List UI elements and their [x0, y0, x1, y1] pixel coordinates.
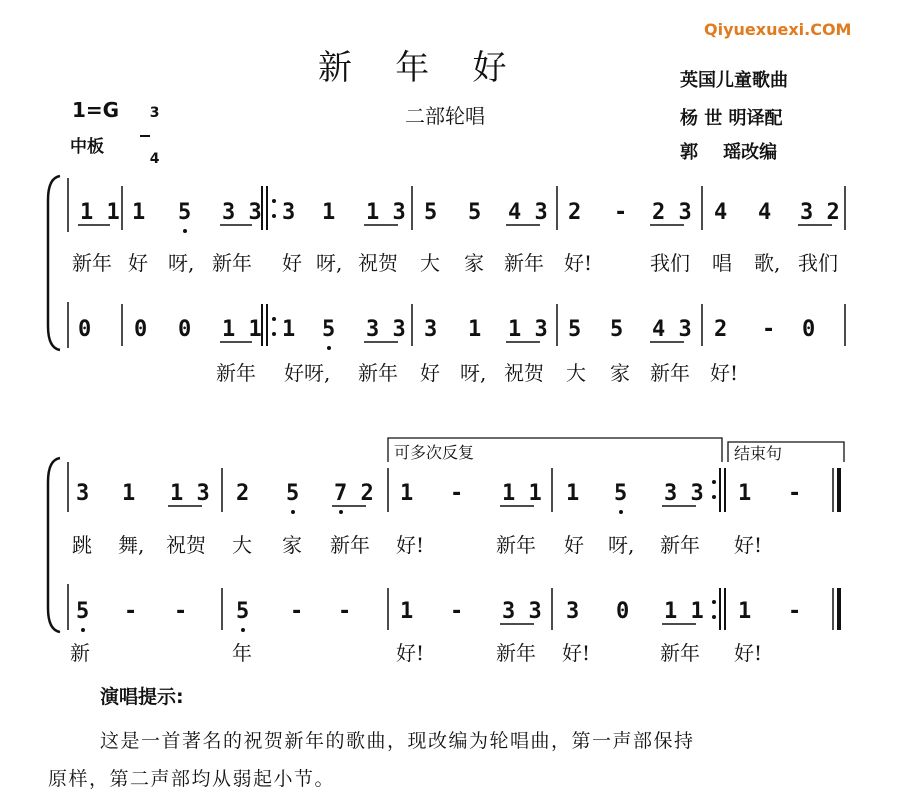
s1-v2-note: 3 [424, 317, 438, 342]
s1-v1-lyric: 新年 [72, 251, 112, 275]
s2-v2-note: - [338, 599, 352, 624]
s1-v1-note: 2 [568, 200, 582, 225]
s1-v2-note: 5 [610, 317, 624, 342]
s2-v2-note: - [174, 599, 188, 624]
system-1-repeat-dots [272, 199, 276, 336]
s1-v2-note: 4 3 [652, 317, 692, 342]
s1-v1-note: 4 3 [508, 200, 548, 225]
s2-v1-note: 1 3 [170, 481, 210, 506]
s2-v1-lyric: 好 [564, 533, 584, 557]
key-signature: 1=G [72, 98, 120, 122]
s2-v1-lyric: 跳 [72, 533, 92, 557]
s2-v1-lyric: 舞, [118, 533, 145, 557]
s2-v2-note: 5 [76, 599, 90, 624]
song-title: 新 年 好 [318, 48, 507, 88]
s2-v1-note: 1 [122, 481, 136, 506]
s2-v2-note: 3 [566, 599, 580, 624]
tips-body: 这是一首著名的祝贺新年的歌曲，现改编为轮唱曲，第一声部保持 [100, 730, 695, 752]
s1-v2-note: 1 [282, 317, 296, 342]
s2-v1-lyric: 家 [282, 533, 302, 557]
s1-v2-lyric: 祝贺 [504, 361, 544, 385]
credit-arranger: 郭 瑶改编 [680, 142, 778, 163]
s1-v2-lyric: 好 [420, 361, 440, 385]
s1-v2-note: 1 1 [222, 317, 262, 342]
time-signature-top: 3 [149, 105, 160, 121]
s1-v1-lyric: 大 [420, 251, 440, 275]
s2-v2-note: 3 3 [502, 599, 542, 624]
s1-v1-low-dot [183, 229, 187, 233]
s1-v1-lyric: 好! [564, 251, 593, 275]
tips-heading: 演唱提示: [100, 686, 184, 708]
s1-v1-lyric: 我们 [650, 251, 690, 275]
s1-v1-lyric: 祝贺 [358, 251, 398, 275]
s2-v1-note: 3 [76, 481, 90, 506]
s1-v1-note: 5 [178, 200, 192, 225]
s1-v2-low-dot [327, 346, 331, 350]
s1-v2-note: 0 [134, 317, 148, 342]
s1-v2-lyric: 大 [566, 361, 586, 385]
s1-v1-lyric: 新年 [212, 251, 252, 275]
s1-v1-note: 3 2 [800, 200, 840, 225]
s2-v1-lyric: 祝贺 [166, 533, 206, 557]
s2-v2-note: 1 [738, 599, 752, 624]
s2-v2-note: - [290, 599, 304, 624]
s1-v1-lyric: 好 [282, 251, 302, 275]
s2-v1-lyric: 好! [734, 533, 763, 557]
s2-v1-note: 1 [738, 481, 752, 506]
s2-v1-note: - [450, 481, 464, 506]
s1-v2-note: 0 [78, 317, 92, 342]
s2-v1-lyric: 新年 [330, 533, 370, 557]
s2-v1-lyric: 新年 [660, 533, 700, 557]
song-subtitle: 二部轮唱 [405, 104, 485, 128]
s2-v1-note: 7 2 [334, 481, 374, 506]
credit-translator: 杨 世 明译配 [680, 108, 783, 129]
s1-v1-lyric: 新年 [504, 251, 544, 275]
s1-v1-note: 1 1 [80, 200, 120, 225]
s2-v1-note: 1 1 [502, 481, 542, 506]
s2-v2-lyric: 好! [396, 641, 425, 665]
s2-v1-low-dots [291, 510, 623, 514]
s1-v2-lyric: 呀, [460, 361, 487, 385]
s2-v2-lyric: 好! [562, 641, 591, 665]
s1-v1-lyric: 呀, [316, 251, 343, 275]
tips-body-cutoff: 原样，第二声部均从弱起小节。 [48, 768, 336, 790]
watermark-text: Qiyuexuexi.COM [704, 20, 852, 39]
s1-v2-note: 1 [468, 317, 482, 342]
s1-v2-note: - [762, 317, 776, 342]
s1-v1-note: - [614, 200, 628, 225]
s2-v2-lyric: 新 [70, 641, 90, 665]
s1-v1-note: 1 3 [366, 200, 406, 225]
s1-v1-note: 3 [282, 200, 296, 225]
repeat-label: 可多次反复 [394, 443, 475, 462]
s1-v1-note: 3 3 [222, 200, 262, 225]
s2-v2-note: 1 [400, 599, 414, 624]
s2-v2-note: - [124, 599, 138, 624]
s1-v1-lyric: 唱 [712, 251, 732, 275]
s2-v1-lyric: 新年 [496, 533, 536, 557]
s2-v1-note: 5 [614, 481, 628, 506]
system-2-brace [48, 458, 60, 632]
s1-v2-note: 0 [178, 317, 192, 342]
s1-v2-note: 2 [714, 317, 728, 342]
s1-v1-note: 5 [468, 200, 482, 225]
credit-origin: 英国儿童歌曲 [680, 70, 788, 91]
ending-label: 结束句 [734, 444, 783, 463]
s1-v2-note: 5 [322, 317, 336, 342]
s1-v1-lyric: 呀, [168, 251, 195, 275]
s2-v1-note: 3 3 [664, 481, 704, 506]
s2-v2-lyric: 新年 [496, 641, 536, 665]
s1-v1-note: 5 [424, 200, 438, 225]
s1-v1-note: 1 [322, 200, 336, 225]
s2-v2-note: - [788, 599, 802, 624]
s2-v2-note: 1 1 [664, 599, 704, 624]
s2-v1-lyric: 大 [232, 533, 252, 557]
s1-v1-note: 4 [714, 200, 728, 225]
s1-v2-lyric: 好呀, [284, 361, 331, 385]
s2-v1-lyric: 呀, [608, 533, 635, 557]
s1-v2-lyric: 好! [710, 361, 739, 385]
s1-v2-lyric: 家 [610, 361, 630, 385]
s2-v1-note: 1 [400, 481, 414, 506]
s2-v2-note: 5 [236, 599, 250, 624]
s2-v2-lyric: 年 [232, 641, 252, 665]
s2-v2-note: - [450, 599, 464, 624]
s2-v1-lyric: 好! [396, 533, 425, 557]
s1-v2-note: 3 3 [366, 317, 406, 342]
s2-v1-note: 1 [566, 481, 580, 506]
s1-v2-note: 1 3 [508, 317, 548, 342]
s1-v1-note: 2 3 [652, 200, 692, 225]
s2-v2-note: 0 [616, 599, 630, 624]
system-1-brace [48, 176, 60, 350]
s1-v1-lyric: 家 [464, 251, 484, 275]
s2-v1-note: 5 [286, 481, 300, 506]
s2-v2-lyric: 新年 [660, 641, 700, 665]
s1-v1-note: 4 [758, 200, 772, 225]
time-signature-bottom: 4 [149, 150, 160, 167]
s1-v1-lyric: 我们 [798, 251, 838, 275]
s1-v2-note: 0 [802, 317, 816, 342]
tempo-marking: 中板 [70, 137, 104, 157]
s2-v2-low-dots [81, 628, 245, 632]
system-2-repeat-dots [712, 480, 716, 619]
s1-v2-lyric: 新年 [650, 361, 690, 385]
s2-v1-note: 2 [236, 481, 250, 506]
s1-v2-lyric: 新年 [216, 361, 256, 385]
s1-v2-lyric: 新年 [358, 361, 398, 385]
s2-v1-note: - [788, 481, 802, 506]
s1-v1-note: 1 [132, 200, 146, 225]
s1-v1-lyric: 歌, [754, 251, 781, 275]
s1-v1-lyric: 好 [128, 251, 148, 275]
s2-v2-lyric: 好! [734, 641, 763, 665]
s1-v2-note: 5 [568, 317, 582, 342]
